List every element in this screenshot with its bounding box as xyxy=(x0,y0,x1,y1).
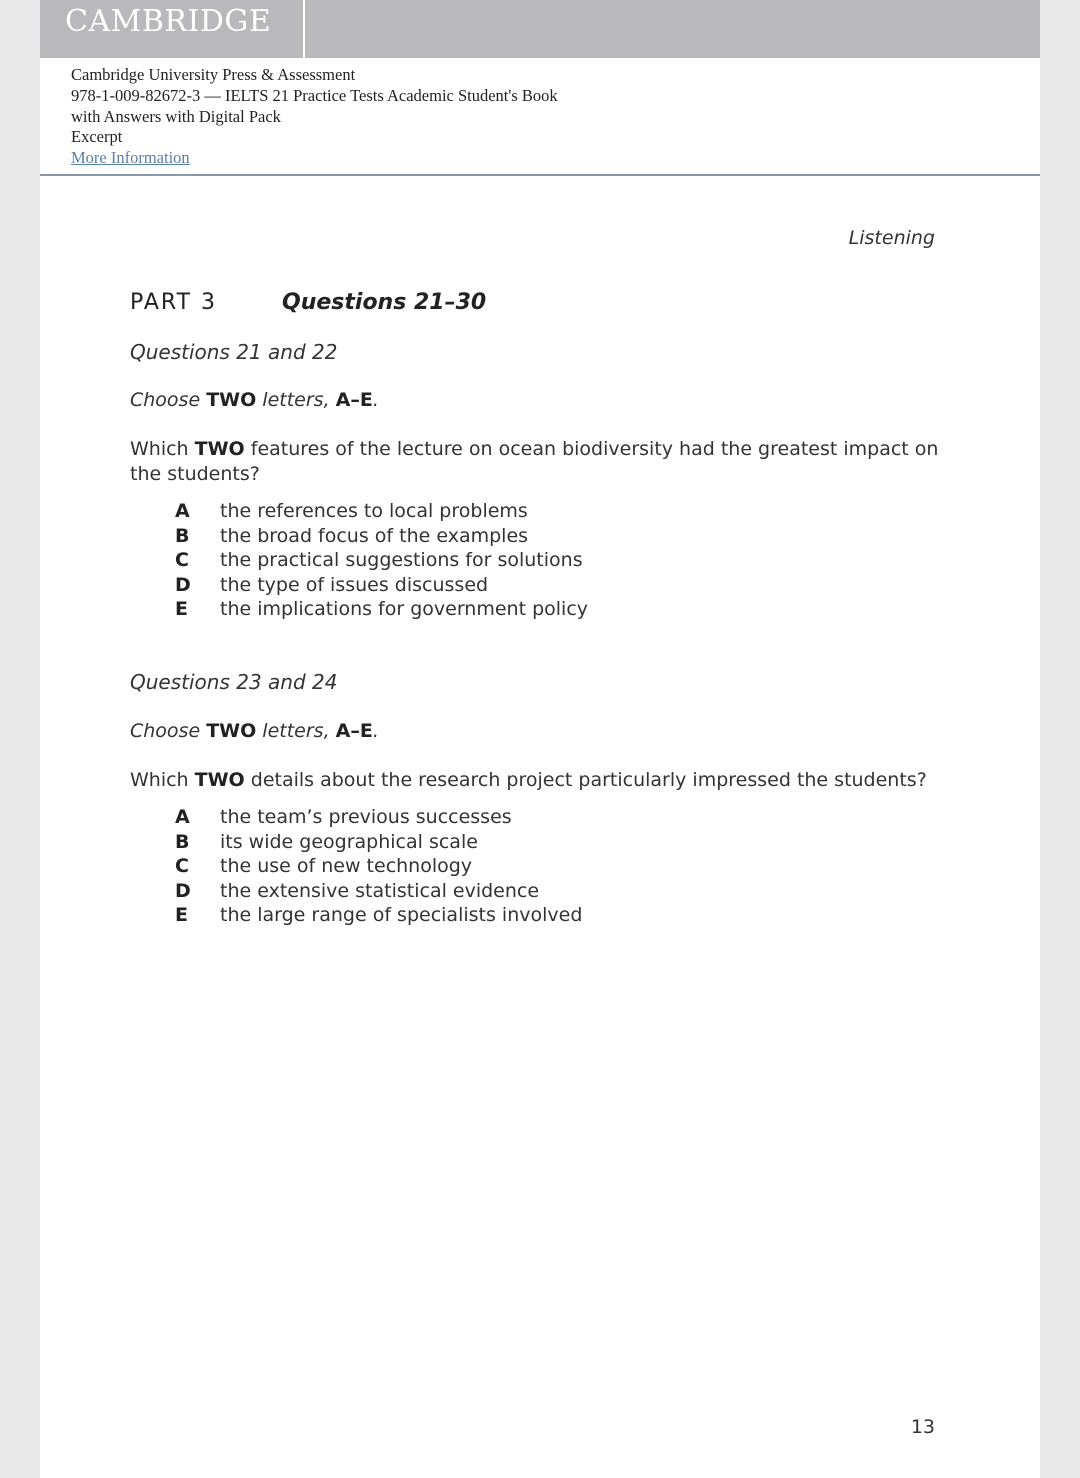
group1-heading: Questions 21 and 22 xyxy=(130,340,338,364)
option-row xyxy=(175,854,582,879)
option-text: the broad focus of the examples xyxy=(220,524,529,547)
option-letter: A xyxy=(175,806,190,828)
option-letter: B xyxy=(175,524,190,547)
part-heading xyxy=(130,290,487,315)
part-label: PART 3 xyxy=(130,290,218,315)
group1-instruction: Choose TWO letters, A–E. xyxy=(130,389,379,411)
group1-question: Which TWO features of the lecture on ocean biodiversity had the greatest impact on the students? xyxy=(130,438,939,485)
option-text: the type of issues discussed xyxy=(220,573,489,596)
running-head: Listening xyxy=(848,227,935,249)
option-text: the extensive statistical evidence xyxy=(220,879,540,902)
option-row xyxy=(175,524,588,549)
option-letter: E xyxy=(175,904,188,926)
group2-options xyxy=(175,805,582,928)
option-letter: A xyxy=(175,500,190,522)
isbn-title-line: 978-1-009-82672-3 — IELTS 21 Practice Tests Academic Student's Book xyxy=(71,85,558,105)
group2-question: Which TWO details about the research project particularly impressed the students? xyxy=(130,769,927,791)
option-text: the references to local problems xyxy=(220,500,528,522)
option-letter: C xyxy=(175,549,189,571)
cambridge-logo: CAMBRIDGE xyxy=(65,4,272,39)
option-row xyxy=(175,879,582,904)
option-row xyxy=(175,903,582,928)
page-number: 13 xyxy=(910,1416,935,1438)
publisher-line: Cambridge University Press & Assessment xyxy=(71,65,356,84)
part-question-range: Questions 21–30 xyxy=(282,290,487,315)
option-letter: D xyxy=(175,573,191,596)
more-information-link[interactable]: More Information xyxy=(71,148,190,168)
option-text: the implications for government policy xyxy=(220,598,589,620)
option-text: the use of new technology xyxy=(220,855,473,877)
document-page xyxy=(40,0,1040,1478)
group2-heading: Questions 23 and 24 xyxy=(130,670,338,694)
brand-header-bar xyxy=(40,0,1040,58)
option-row xyxy=(175,573,588,598)
option-text: its wide geographical scale xyxy=(220,830,478,853)
title-line-2: with Answers with Digital Pack xyxy=(71,106,281,126)
option-letter: C xyxy=(175,855,189,877)
option-text: the team’s previous successes xyxy=(220,806,512,828)
option-row xyxy=(175,830,582,855)
option-text: the practical suggestions for solutions xyxy=(220,549,583,571)
option-row xyxy=(175,805,582,830)
book-metadata xyxy=(71,65,558,169)
option-row xyxy=(175,499,588,524)
excerpt-label: Excerpt xyxy=(71,127,123,147)
header-rule xyxy=(40,174,1040,176)
option-letter: B xyxy=(175,830,190,853)
option-letter: E xyxy=(175,598,188,620)
group1-options xyxy=(175,499,588,622)
option-row xyxy=(175,548,588,573)
group2-instruction: Choose TWO letters, A–E. xyxy=(130,720,379,742)
header-divider xyxy=(303,0,305,58)
option-row xyxy=(175,597,588,622)
option-letter: D xyxy=(175,879,191,902)
option-text: the large range of specialists involved xyxy=(220,904,583,926)
